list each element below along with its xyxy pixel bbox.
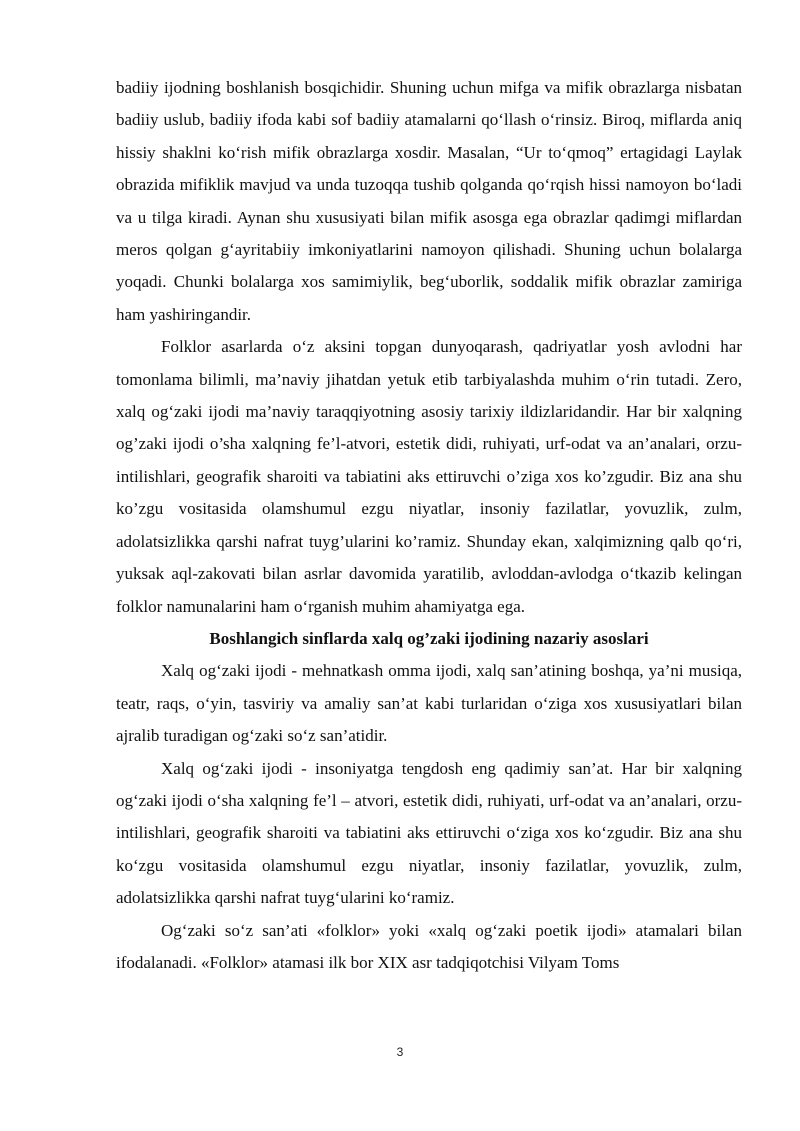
section-heading: Boshlangich sinflarda xalq og’zaki ijodining nazariy asoslari xyxy=(209,628,649,648)
paragraph-oral-creativity-definition: Xalq og‘zaki ijodi - mehnatkash omma ijodi, xalq san’atining boshqa, ya’ni musiqa, teatr, raqs, o‘yin, tasviriy va amaliy san’at kabi turlaridan o‘ziga xos xususiyatlari bilan ajralib turadigan og‘zaki so‘z san’atidir. xyxy=(116,661,742,746)
page-number: 3 xyxy=(396,1045,404,1059)
paragraph-oldest-art: Xalq og‘zaki ijodi - insoniyatga tengdosh eng qadimiy san’at. Har bir xalqning og‘zaki ijodi o‘sha xalqning fe’l – atvori, estetik didi, ruhiyati, urf-odat va an’analari, orzu-intilishlari, geografik sharoiti va tabiatini aks ettiruvchi o‘ziga xos ko‘zgudir. Biz ana shu ko‘zgu vositasida olamshumul ezgu niyatlar, insoniy fazilatlar, yovuzlik, zulm, adolatsizlikka qarshi nafrat tuyg‘ularini ko‘ramiz. xyxy=(116,758,742,908)
paragraph-folklore-values: Folklor asarlarda o‘z aksini topgan dunyoqarash, qadriyatlar yosh avlodni har tomonlama bilimli, ma’naviy jihatdan yetuk etib tarbiyalashda muhim o‘rin tutadi. Zero, xalq og‘zaki ijodi ma’naviy taraqqiyotning asosiy tarixiy ildizlaridandir. Har bir xalqning og’zaki ijodi o’sha xalqning fe’l-atvori, estetik didi, ruhiyati, urf-odat va an’analari, orzu-intilishlari, geografik sharoiti va tabiatini aks ettiruvchi o’ziga xos ko’zgudir. Biz ana shu ko’zgu vositasida olamshumul ezgu niyatlar, insoniy fazilatlar, yovuzlik, zulm, adolatsizlikka qarshi nafrat tuyg’ularini ko’ramiz. Shunday ekan, xalqimizning qalb qo‘ri, yuksak aql-zakovati bilan asrlar davomida yaratilib, avloddan-avlodga o‘tkazib kelingan folklor namunalarini ham o‘rganish muhim ahamiyatga ega. xyxy=(116,337,742,616)
paragraph-folklore-term: Og‘zaki so‘z san’ati «folklor» yoki «xalq og‘zaki poetik ijodi» atamalari bilan ifodalanadi. «Folklor» atamasi ilk bor XIX asr tadqiqotchisi Vilyam Toms xyxy=(116,920,742,972)
paragraph-mythic-images: badiiy ijodning boshlanish bosqichidir. Shuning uchun mifga va mifik obrazlarga nisbatan badiiy uslub, badiiy ifoda kabi sof badiiy atamalarni qo‘llash o‘rinsiz. Biroq, miflarda aniq hissiy shaklni ko‘rish mifik obrazlarga xosdir. Masalan, “Ur to‘qmoq” ertagidagi Laylak obrazida mifiklik mavjud va unda tuzoqqa tushib qolganda qo‘rqish hissi namoyon bo‘ladi va u tilga kiradi. Aynan shu xususiyati bilan mifik asosga ega obrazlar qadimgi miflardan meros qolgan g‘ayritabiiy imkoniyatlarini namoyon qilishadi. Shuning uchun bolalarga yoqadi. Chunki bolalarga xos samimiylik, beg‘uborlik, soddalik mifik obrazlar zamiriga ham yashiringandir. xyxy=(116,78,742,324)
page-body xyxy=(116,72,742,979)
